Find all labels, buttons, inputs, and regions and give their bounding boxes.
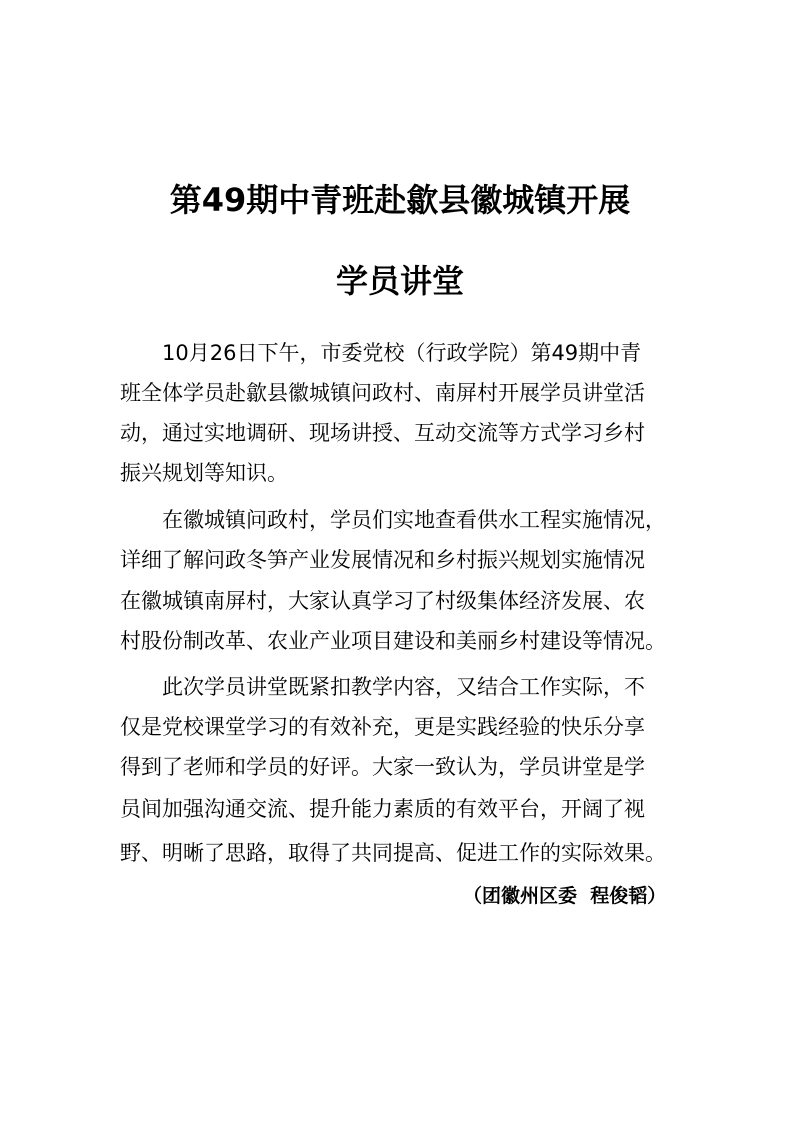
- paragraph-3-line-1: 此次学员讲堂既紧扣教学内容，又结合工作实际，不: [162, 675, 645, 699]
- paragraph-3-line-2: 仅是党校课堂学习的有效补充，更是实践经验的快乐分享: [120, 715, 645, 739]
- document-title-line-1: 第49期中青班赴歙县徽城镇开展: [169, 181, 631, 219]
- paragraph-3-line-4: 员间加强沟通交流、提升能力素质的有效平台，开阔了视: [120, 797, 645, 821]
- paragraph-3-line-3: 得到了老师和学员的好评。大家一致认为，学员讲堂是学: [120, 755, 645, 779]
- paragraph-1-line-4: 振兴规划等知识。: [120, 461, 288, 485]
- paragraph-1-line-2: 班全体学员赴歙县徽城镇问政村、南屏村开展学员讲堂活: [120, 381, 645, 405]
- document-title-line-2: 学员讲堂: [335, 262, 464, 300]
- paragraph-1-line-1: 10月26日下午，市委党校（行政学院）第49期中青: [162, 341, 642, 365]
- paragraph-2-line-2: 详细了解问政冬笋产业发展情况和乡村振兴规划实施情况: [120, 548, 645, 572]
- paragraph-1-line-3: 动，通过实地调研、现场讲授、互动交流等方式学习乡村: [120, 421, 645, 445]
- paragraph-2-line-3: 在徽城镇南屏村，大家认真学习了村级集体经济发展、农: [120, 589, 645, 613]
- paragraph-2-line-1: 在徽城镇问政村，学员们实地查看供水工程实施情况，: [162, 508, 666, 532]
- paragraph-3-line-5: 野、明晰了思路，取得了共同提高、促进工作的实际效果。: [120, 841, 666, 865]
- paragraph-2-line-4: 村股份制改革、农业产业项目建设和美丽乡村建设等情况。: [120, 629, 666, 653]
- author-signature: （团徽州区委 程俊韬）: [463, 885, 667, 907]
